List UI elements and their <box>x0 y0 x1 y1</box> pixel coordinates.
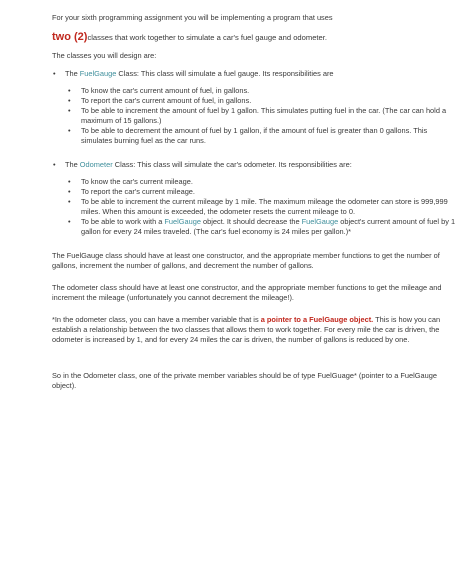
list-item <box>65 96 460 106</box>
bullet-icon: • <box>68 86 71 95</box>
fuelgauge-class-section <box>52 69 460 146</box>
bullet-icon: • <box>68 177 71 186</box>
odometer-constructor-paragraph: The odometer class should have at least one constructor, and the appropriate member functions to get the mileage and increment the mileage (unfortunately you cannot decrement the mileage!). <box>52 283 442 302</box>
odometer-class-title <box>65 160 460 170</box>
list-item-text: To report the car's current amount of fuel, in gallons. <box>81 96 252 105</box>
odometer-title-post: Class: This class will simulate the car's odometer. Its responsibilities are: <box>112 160 352 169</box>
pointer-note-paragraph <box>52 315 460 345</box>
list-item <box>65 106 460 126</box>
list-item-text: To be able to decrement the amount of fuel by 1 gallon, if the amount of fuel is greater than 0 gallons. This simulates burning fuel as the car runs. <box>81 126 428 145</box>
bullet-icon: • <box>68 106 71 115</box>
fuelgauge-responsibilities <box>65 86 460 146</box>
heading-line <box>52 31 460 44</box>
list-item-text: To be able to increment the amount of fuel by 1 gallon. This simulates putting fuel in the car. (The car can hold a maximum of 15 gallons.) <box>81 106 447 125</box>
bullet-icon: • <box>68 187 71 196</box>
bullet-icon: • <box>68 96 71 105</box>
bullet-icon: • <box>68 197 71 206</box>
list-item <box>65 187 460 197</box>
note-post: This is how you can establish a relationship between the two classes that allows them to work together. For every mile the car is driven, the odometer is increased by 1, and for every 24 miles the car is driven, the number of gallons is reduced by one. <box>52 315 441 344</box>
list-item <box>65 126 460 146</box>
list-item-text: To be able to increment the current mileage by 1 mile. The maximum mileage the odometer can store is 999,999 miles. When this amount is exceeded, the odometer resets the current mileage to 0. <box>81 197 448 216</box>
odometer-responsibilities <box>65 177 460 237</box>
intro-text: For your sixth programming assignment you will be implementing a program that uses <box>52 13 333 22</box>
odometer-title-pre: The <box>65 160 80 169</box>
odometer-class-section <box>52 160 460 237</box>
note-emphasis: a pointer to a FuelGauge object. <box>260 315 374 324</box>
fuelgauge-constructor-paragraph: The FuelGauge class should have at least one constructor, and the appropriate member functions to get the number of gallons, increment the number of gallons, and decrement the number of gallons. <box>52 251 440 270</box>
fuelgauge-ref: FuelGauge <box>301 217 339 226</box>
list-item-text: object. It should decrease the <box>200 217 302 226</box>
list-item <box>65 217 460 237</box>
fuelgauge-title-pre: The <box>65 69 80 78</box>
bullet-icon: • <box>53 160 56 169</box>
odometer-class-name: Odometer <box>79 160 113 169</box>
bullet-icon: • <box>68 217 71 226</box>
list-item-text: To be able to work with a <box>81 217 165 226</box>
list-item-text: To report the car's current mileage. <box>81 187 195 196</box>
list-item <box>65 86 460 96</box>
list-item <box>65 177 460 187</box>
bullet-icon: • <box>68 126 71 135</box>
bullet-icon: • <box>53 69 56 78</box>
heading-rest: classes that work together to simulate a car's fuel gauge and odometer. <box>87 33 327 42</box>
fuelgauge-class-name: FuelGauge <box>79 69 117 78</box>
list-item-text: To know the car's current mileage. <box>81 177 193 186</box>
heading-emphasis: two (2) <box>52 31 88 43</box>
classes-intro: The classes you will design are: <box>52 51 157 60</box>
fuelgauge-class-title <box>65 69 460 79</box>
list-item <box>65 197 460 217</box>
final-paragraph: So in the Odometer class, one of the private member variables should be of type FuelGuage* (pointer to a FuelGauge object). <box>52 371 437 390</box>
fuelgauge-title-post: Class: This class will simulate a fuel gauge. Its responsibilities are <box>116 69 334 78</box>
list-item-text: To know the car's current amount of fuel, in gallons. <box>81 86 250 95</box>
fuelgauge-ref: FuelGauge <box>164 217 201 226</box>
list-item-text: object's current amount of fuel by 1 gallon for every 24 miles traveled. (The car's fuel economy is 24 miles per gallon.)* <box>81 217 456 236</box>
note-pre: *In the odometer class, you can have a member variable that is <box>52 315 261 324</box>
